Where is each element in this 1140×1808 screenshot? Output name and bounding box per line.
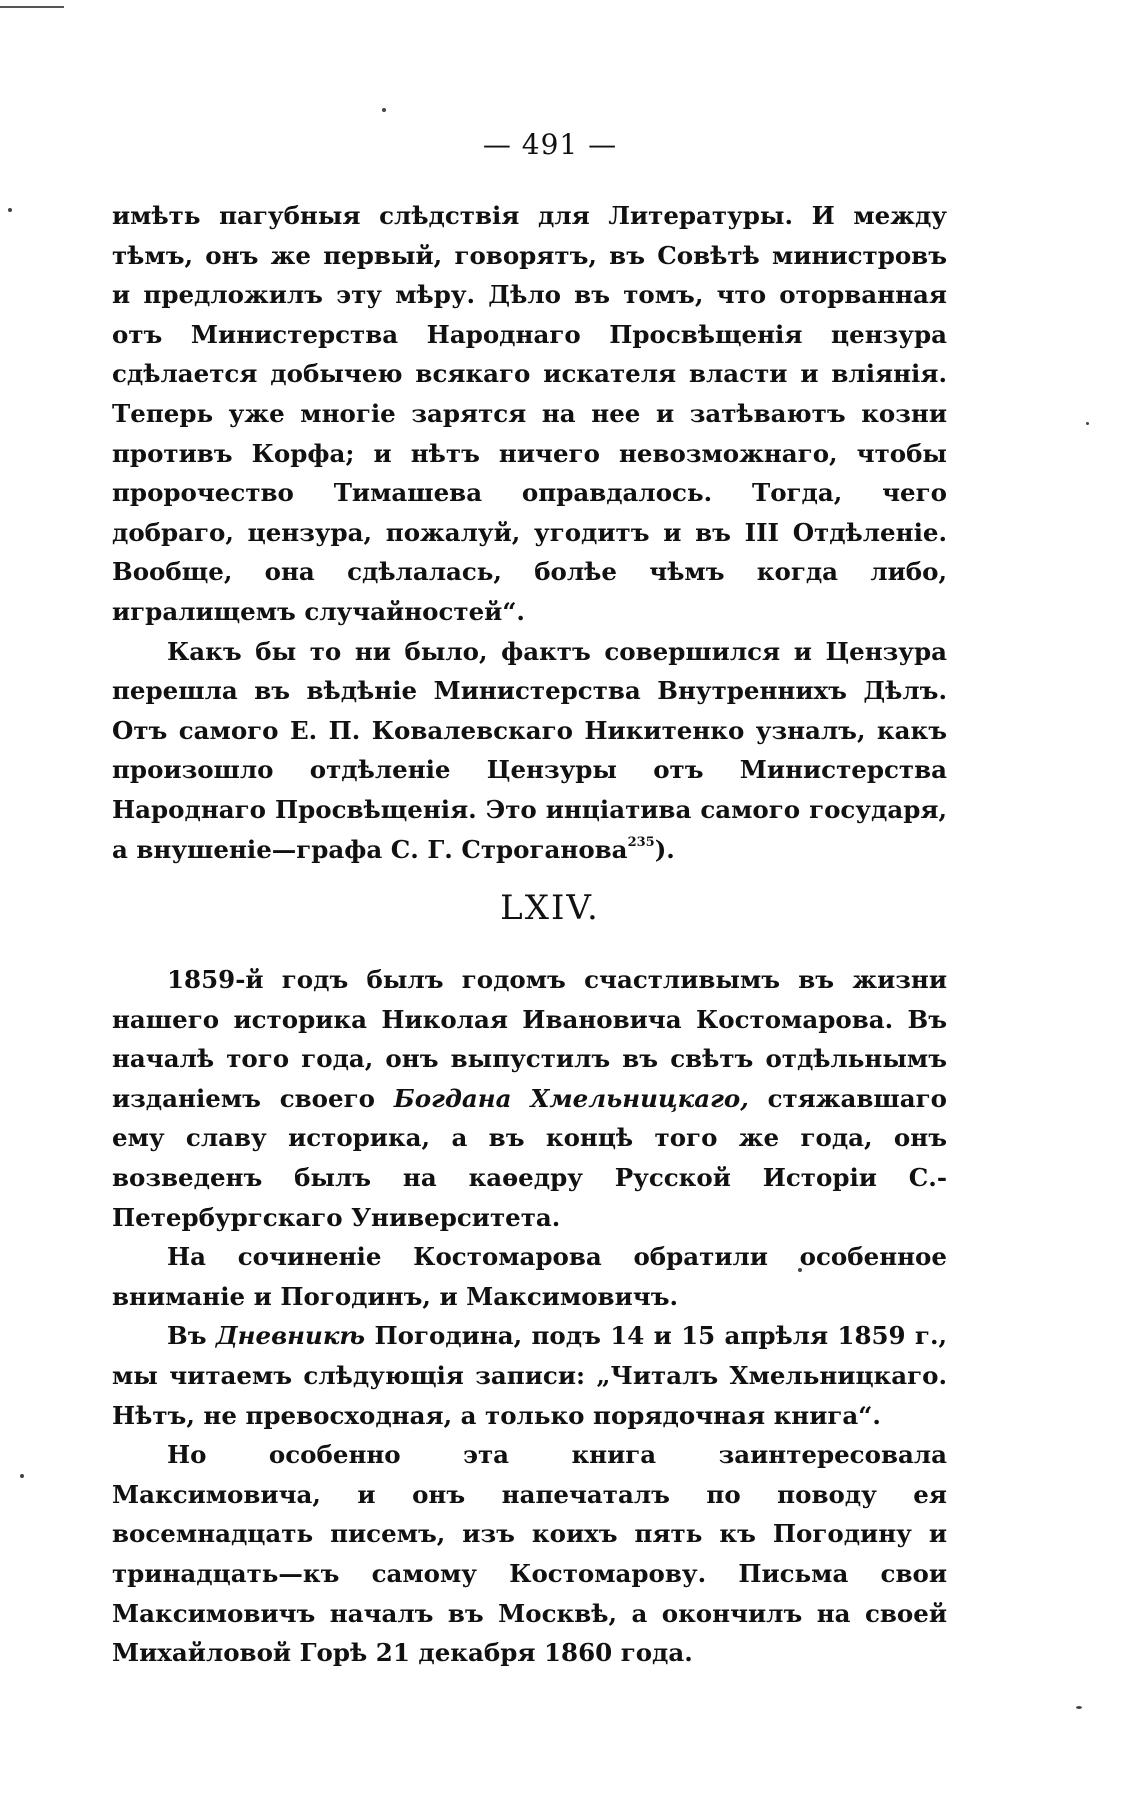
paragraph	[112, 632, 947, 870]
paragraph-text-end: ).	[654, 834, 675, 864]
page-number: — 491 —	[482, 128, 618, 161]
paragraph: На сочиненіе Костомарова обратили особенное вниманіе и Погодинъ, и Максимовичъ.	[112, 1242, 947, 1311]
paragraph-text: 1859-й годъ былъ годомъ счастливымъ въ жизни нашего историка Николая Ивановича Костомарова. Въ началѣ того года, онъ выпустилъ въ свѣтъ отдѣльнымъ изданіемъ своего	[112, 965, 947, 1113]
chapter-heading: LXIV.	[500, 888, 600, 928]
paragraph-text: Погодина, подъ 14 и 15 апрѣля 1859 г., мы читаемъ слѣдующія записи: „Читалъ Хмельницкаго. Нѣтъ, не превосходная, а только порядочная книга“.	[112, 1321, 948, 1430]
paragraph: Но особенно эта книга заинтересовала Максимовича, и онъ напечаталъ по поводу ея восемнадцать писемъ, изъ коихъ пять къ Погодину и тринадцать—къ самому Костомарову. Письма свои Максимовичъ началъ въ Москвѣ, а окончилъ на своей Михайловой Горѣ 21 декабря 1860 года.	[112, 1440, 947, 1668]
scan-speck	[20, 1474, 24, 1478]
body-text-section-2	[112, 960, 947, 1673]
paragraph-text: стяжавшаго ему славу историка, а въ концѣ того же года, онъ возведенъ былъ на каѳедру Русской Исторіи С.-Петербургскаго Университета.	[112, 1083, 947, 1232]
scan-speck	[1086, 422, 1089, 425]
scan-speck	[8, 208, 12, 212]
scan-speck	[1076, 1706, 1082, 1709]
paragraph-text: Въ	[167, 1321, 216, 1351]
paragraph	[112, 1316, 947, 1435]
book-title: Богдана Хмельницкаго,	[393, 1083, 749, 1113]
book-title: Дневникѣ	[215, 1321, 366, 1351]
footnote-reference: 235	[627, 834, 655, 850]
paragraph-text: Какъ бы то ни было, фактъ совершился и Цензура перешла въ вѣдѣніе Министерства Внутреннихъ Дѣлъ. Отъ самого Е. П. Ковалевскаго Никитенко узналъ, какъ произошло отдѣленіе Цензуры отъ Министерства Народнаго Просвѣщенія. Это инціатива самого государя, а внушеніе—графа С. Г. Строганова	[112, 636, 947, 864]
body-text-section-1	[112, 196, 947, 869]
paragraph	[112, 960, 947, 1237]
paragraph: имѣть пагубныя слѣдствія для Литературы. И между тѣмъ, онъ же первый, говорятъ, въ Совѣтѣ министровъ и предложилъ эту мѣру. Дѣло въ томъ, что оторванная отъ Министерства Народнаго Просвѣщенія цензура сдѣлается добычею всякаго искателя власти и вліянія. Теперь уже многіе зарятся на нее и затѣваютъ козни противъ Корфа; и нѣтъ ничего невозможнаго, чтобы пророчество Тимашева оправдалось. Тогда, чего добраго, цензура, пожалуй, угодитъ и въ III Отдѣленіе. Вообще, она сдѣлалась, болѣе чѣмъ когда либо, игралищемъ случайностей“.	[112, 201, 947, 626]
scan-edge-mark	[0, 6, 64, 8]
scan-speck	[382, 108, 386, 112]
